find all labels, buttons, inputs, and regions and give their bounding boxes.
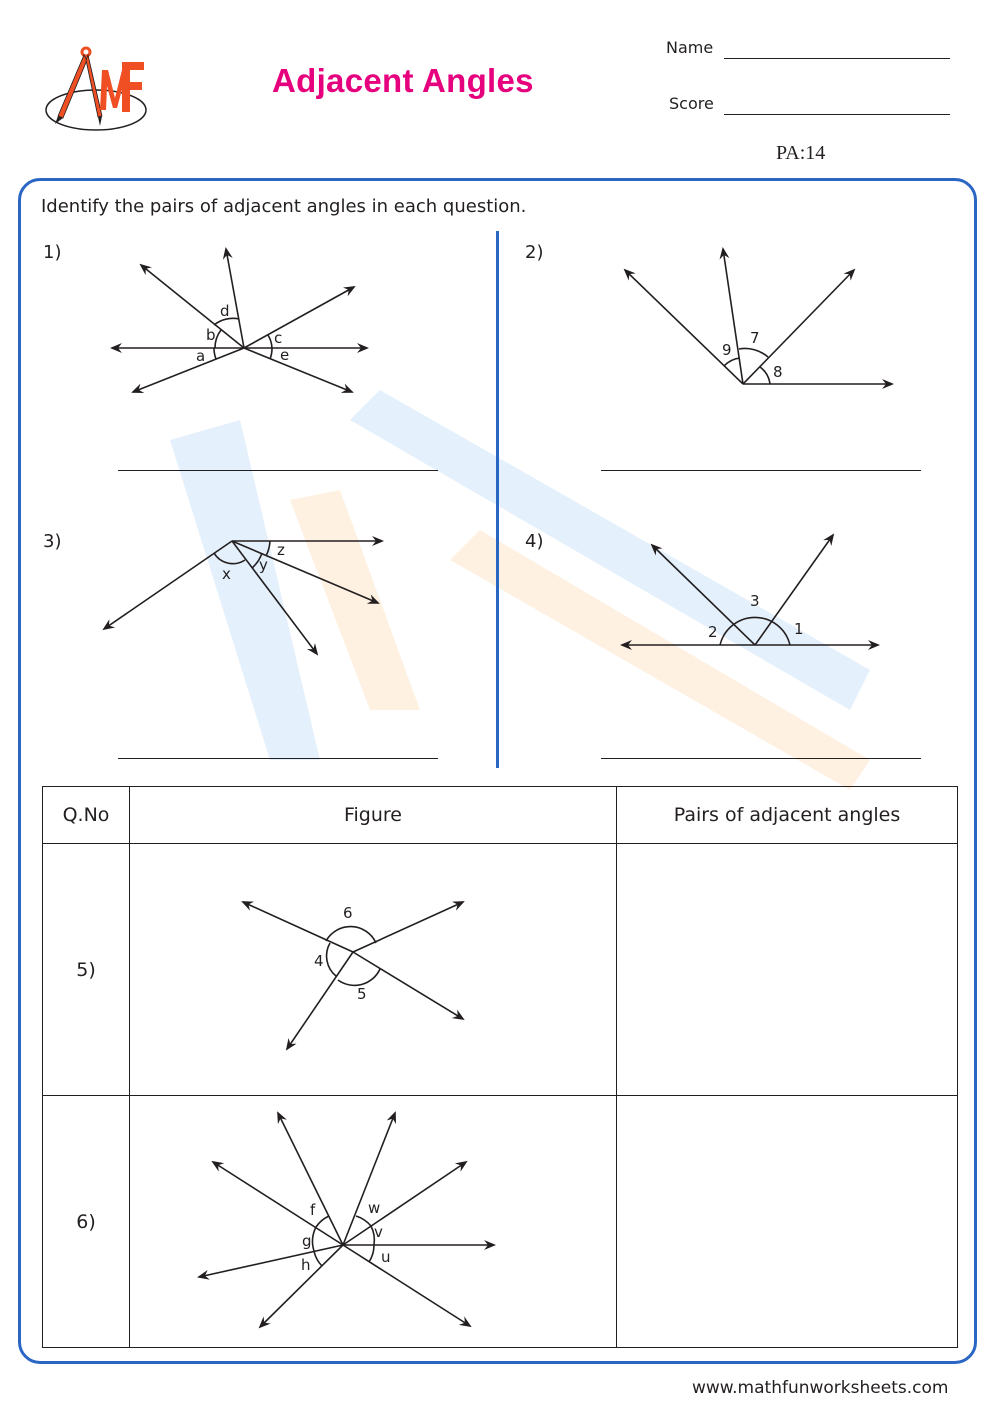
angle-label-9: 9 (722, 341, 732, 359)
footer-website: www.mathfunworksheets.com (692, 1378, 949, 1398)
angle-label-2: 2 (708, 623, 718, 641)
angle-label-a: a (196, 347, 206, 365)
angle-label-u: u (381, 1248, 391, 1266)
angle-label-f: f (310, 1201, 316, 1219)
angle-label-x: x (222, 565, 231, 583)
angle-label-z: z (277, 541, 285, 559)
angle-label-e: e (280, 346, 290, 364)
angle-label-d: d (220, 302, 230, 320)
question-4-number: 4) (525, 531, 544, 552)
page-title: Adjacent Angles (272, 62, 534, 99)
header-pairs: Pairs of adjacent angles (617, 787, 958, 844)
row-6-number: 6) (43, 1096, 130, 1348)
angle-label-g: g (302, 1232, 312, 1250)
angle-label-6: 6 (343, 904, 353, 922)
angle-label-7: 7 (750, 329, 760, 347)
angle-label-5: 5 (357, 985, 367, 1003)
header-qno: Q.No (43, 787, 130, 844)
name-label: Name (666, 38, 714, 57)
angle-label-v: v (374, 1223, 383, 1241)
angle-label-y: y (259, 556, 268, 574)
row-5-number: 5) (43, 844, 130, 1096)
instructions: Identify the pairs of adjacent angles in each question. (41, 196, 527, 217)
angle-label-w: w (368, 1199, 381, 1217)
question-2-number: 2) (525, 242, 544, 263)
angle-label-b: b (206, 326, 216, 344)
angle-label-4: 4 (314, 952, 324, 970)
angle-label-h: h (301, 1256, 311, 1274)
angle-label-c: c (274, 329, 283, 347)
angle-label-8: 8 (773, 363, 783, 381)
score-label: Score (669, 94, 714, 113)
angle-label-1: 1 (794, 620, 804, 638)
question-1-number: 1) (43, 242, 62, 263)
header-figure: Figure (130, 787, 617, 844)
page-code: PA:14 (776, 142, 826, 164)
question-3-number: 3) (43, 531, 62, 552)
angle-label-3: 3 (750, 592, 760, 610)
